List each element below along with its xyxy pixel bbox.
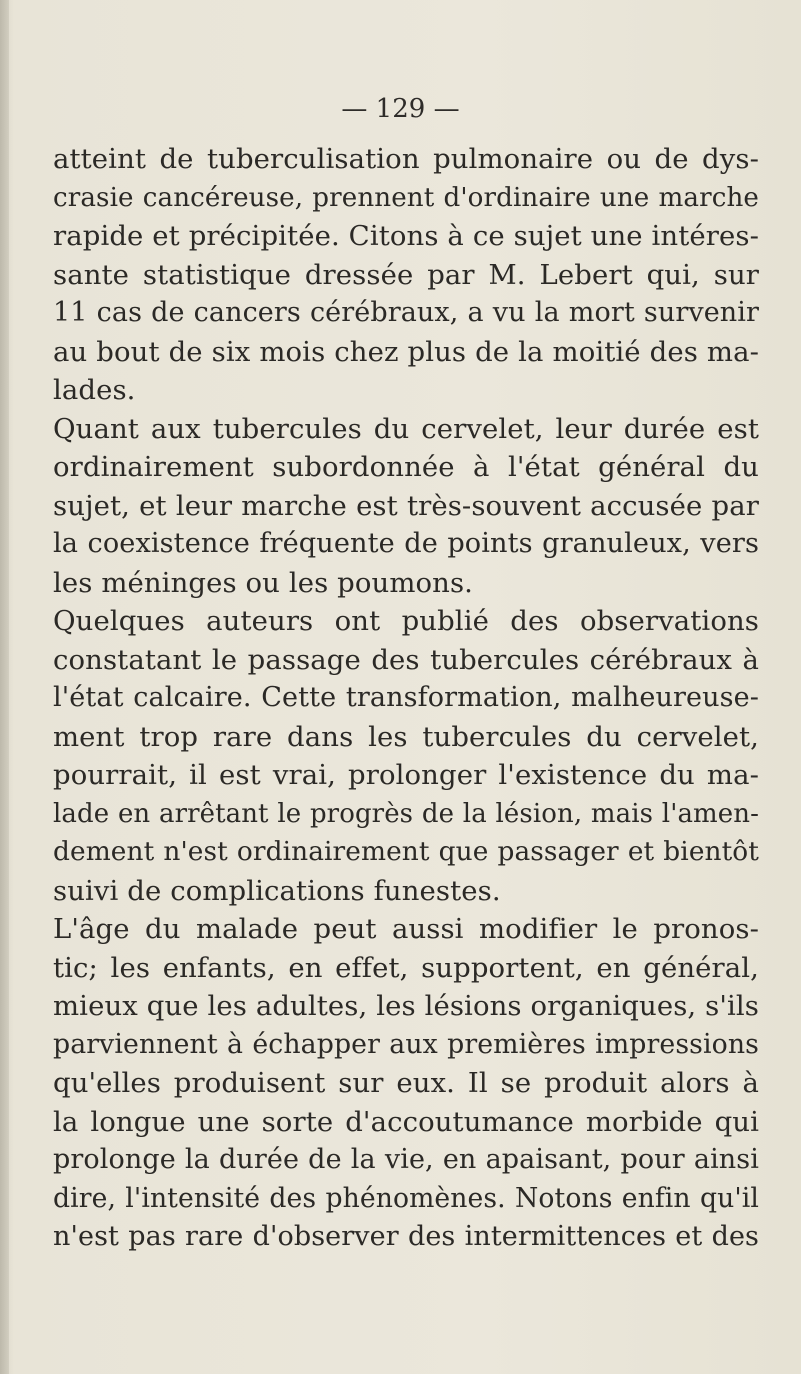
text-line: pourrait, il est vrai, prolonger l'existence du ma- [53, 759, 759, 791]
paragraph-4 [53, 910, 759, 1257]
text-line: constatant le passage des tubercules cérébraux à [53, 643, 759, 676]
text-line: les méninges ou les poumons. [53, 566, 474, 599]
text-line: prolonge la durée de la vie, en apaisant, pour ainsi [53, 1144, 759, 1175]
text-line: ment trop rare dans les tubercules du cervelet, [53, 720, 759, 753]
text-line: crasie cancéreuse, prennent d'ordinaire une marche [53, 182, 759, 213]
paragraph-2 [53, 410, 759, 603]
text-line: l'état calcaire. Cette transformation, malheureuse- [53, 682, 759, 713]
text-line: parviennent à échapper aux premières impressions [53, 1028, 759, 1060]
text-line: dire, l'intensité des phénomènes. Notons enfin qu'il [53, 1182, 759, 1214]
page-gutter [0, 0, 9, 1374]
text-line: lade en arrêtant le progrès de la lésion, mais l'amen- [53, 798, 759, 829]
text-line: suivi de complications funestes. [53, 874, 501, 907]
text-line: sante statistique dressée par M. Lebert qui, sur [53, 258, 759, 291]
text-line: L'âge du malade peut aussi modifier le pronos- [53, 913, 759, 945]
text-line: la coexistence fréquente de points granuleux, vers [53, 528, 759, 559]
text-line: rapide et précipitée. Citons à ce sujet une intéres- [53, 220, 759, 252]
text-line: lades. [53, 374, 136, 406]
text-line: dement n'est ordinairement que passager et bientôt [53, 837, 759, 867]
text-line: Quant aux tubercules du cervelet, leur durée est [53, 412, 759, 445]
text-line: n'est pas rare d'observer des intermittences et des [53, 1221, 759, 1252]
text-line: sujet, et leur marche est très-souvent accusée par [53, 489, 759, 522]
text-line: 11 cas de cancers cérébraux, a vu la mort survenir [53, 297, 759, 328]
text-line: la longue une sorte d'accoutumance morbide qui [53, 1105, 759, 1138]
page-number: — 129 — [341, 94, 460, 124]
text-line: tic; les enfants, en effet, supportent, en général, [53, 951, 759, 984]
paragraph-3 [53, 602, 759, 910]
text-line: atteint de tuberculisation pulmonaire ou de dys- [53, 143, 759, 175]
paragraph-1 [53, 140, 759, 410]
body-text [53, 140, 759, 1257]
text-line: ordinairement subordonnée à l'état général du [53, 451, 759, 483]
text-line: au bout de six mois chez plus de la moitié des ma- [53, 335, 759, 368]
text-line: qu'elles produisent sur eux. Il se produit alors à [53, 1067, 759, 1099]
text-line: Quelques auteurs ont publié des observations [53, 605, 759, 637]
text-line: mieux que les adultes, les lésions organiques, s'ils [53, 990, 759, 1022]
